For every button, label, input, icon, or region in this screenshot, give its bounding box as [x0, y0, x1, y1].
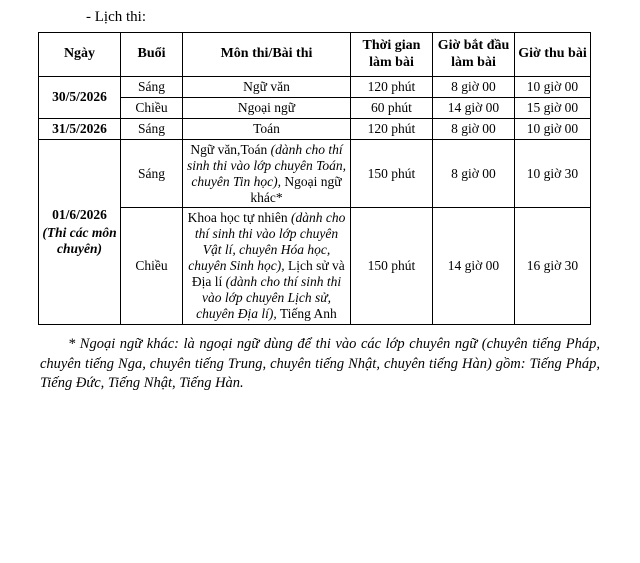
cell-duration: 60 phút — [351, 97, 433, 118]
cell-session: Sáng — [121, 118, 183, 139]
header-ngay: Ngày — [39, 33, 121, 77]
cell-collect-time: 10 giờ 30 — [515, 139, 591, 208]
cell-collect-time: 10 giờ 00 — [515, 77, 591, 98]
subject-fragment: Ngoại ngữ khác* — [250, 173, 342, 205]
footnote — [40, 335, 600, 394]
cell-date: 31/5/2026 — [39, 118, 121, 139]
exam-schedule-table — [38, 32, 591, 325]
subject-fragment: Tiếng Anh — [276, 306, 337, 322]
table-row — [39, 139, 591, 208]
cell-duration: 150 phút — [351, 139, 433, 208]
table-row — [39, 118, 591, 139]
subject-fragment: Khoa học tự nhiên — [187, 210, 291, 226]
cell-session: Chiều — [121, 97, 183, 118]
table-row — [39, 77, 591, 98]
footnote-marker: * — [68, 335, 76, 352]
cell-start-time: 8 giờ 00 — [433, 118, 515, 139]
cell-subject — [183, 139, 351, 208]
subject-fragment: Toán — [240, 141, 271, 157]
header-mon-thi: Môn thi/Bài thi — [183, 33, 351, 77]
cell-date — [39, 139, 121, 324]
cell-date-note: (Thi các môn chuyên) — [42, 224, 117, 256]
cell-session: Sáng — [121, 139, 183, 208]
cell-session: Chiều — [121, 208, 183, 324]
cell-subject: Toán — [183, 118, 351, 139]
table-header-row — [39, 33, 591, 77]
header-buoi: Buổi — [121, 33, 183, 77]
cell-date-value: 01/6/2026 — [52, 206, 107, 222]
header-thoi-gian: Thời gian làm bài — [351, 33, 433, 77]
cell-subject: Ngoại ngữ — [183, 97, 351, 118]
subject-fragment: (dành cho thí sinh thi vào lớp chuyên Vật lí, chuyên Hóa học, chuyên Sinh học), — [188, 210, 346, 274]
cell-duration: 150 phút — [351, 208, 433, 324]
cell-subject: Ngữ văn — [183, 77, 351, 98]
cell-subject — [183, 208, 351, 324]
footnote-lead: Ngoại ngữ khác: — [75, 335, 184, 352]
cell-collect-time: 10 giờ 00 — [515, 118, 591, 139]
cell-session: Sáng — [121, 77, 183, 98]
cell-duration: 120 phút — [351, 77, 433, 98]
cell-date: 30/5/2026 — [39, 77, 121, 119]
subject-fragment: (dành cho thí sinh thi vào lớp chuyên Toán, chuyên Tin học), — [187, 141, 346, 189]
table-row — [39, 97, 591, 118]
header-gio-thu-bai: Giờ thu bài — [515, 33, 591, 77]
cell-start-time: 14 giờ 00 — [433, 97, 515, 118]
cell-duration: 120 phút — [351, 118, 433, 139]
subject-fragment: (dành cho thí sinh thi vào lớp chuyên Lịch sử, chuyên Địa lí), — [196, 274, 342, 322]
cell-start-time: 14 giờ 00 — [433, 208, 515, 324]
header-gio-bat-dau: Giờ bắt đầu làm bài — [433, 33, 515, 77]
footnote-body: là ngoại ngữ dùng để thi vào các lớp chuyên ngữ (chuyên tiếng Pháp, chuyên tiếng Nga, chuyên tiếng Trung, chuyên tiếng Nhật, chuyên tiếng Hàn) gồm: Tiếng Pháp, Tiếng Đức, Tiếng Nhật, Tiếng Hàn. — [40, 335, 600, 392]
document-page — [0, 8, 640, 563]
subject-fragment: Lịch sử và Địa lí — [191, 258, 345, 290]
cell-collect-time: 16 giờ 30 — [515, 208, 591, 324]
cell-start-time: 8 giờ 00 — [433, 77, 515, 98]
table-row — [39, 208, 591, 324]
subject-fragment: Ngữ văn, — [190, 141, 241, 157]
cell-collect-time: 15 giờ 00 — [515, 97, 591, 118]
intro-line: - Lịch thi: — [86, 9, 146, 25]
cell-start-time: 8 giờ 00 — [433, 139, 515, 208]
